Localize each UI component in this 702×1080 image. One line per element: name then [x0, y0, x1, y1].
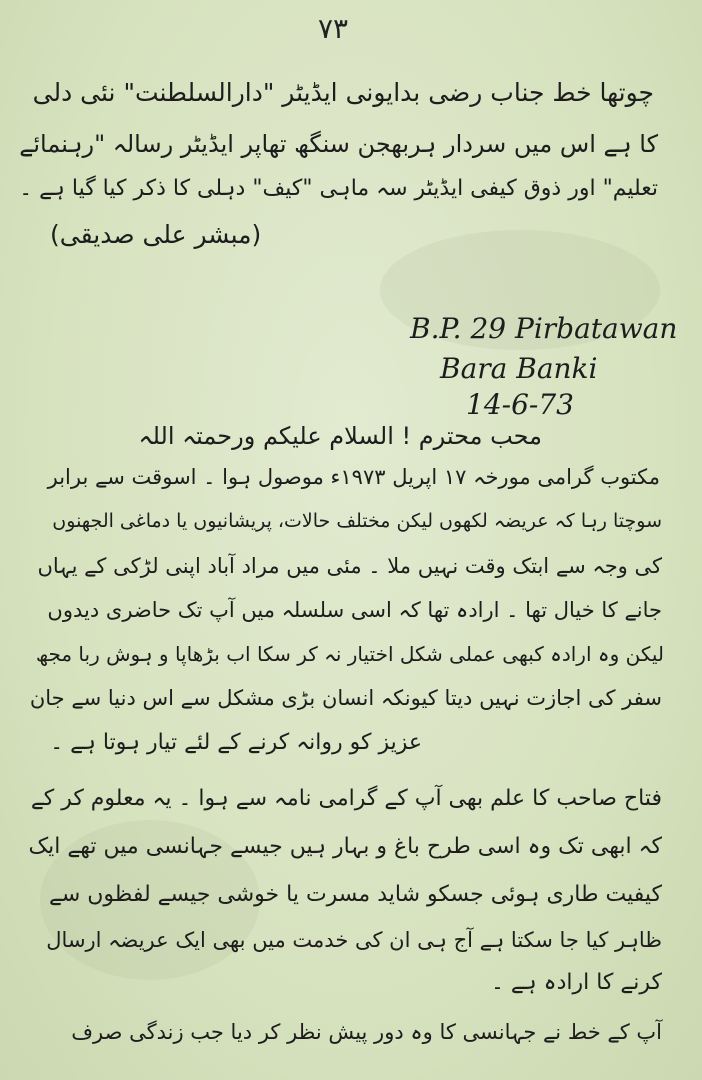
address-line: Bara Banki	[440, 352, 598, 385]
body-line: مکتوب گرامی مورخہ ۱۷ اپریل ۱۹۷۳ء موصول ہوا ۔ اسوقت سے برابر	[47, 465, 660, 489]
body-line: کرنے کا ارادہ ہے ۔	[491, 970, 662, 995]
body-line: عزیز کو روانہ کرنے کے لئے تیار ہوتا ہے ۔	[50, 730, 422, 755]
note-line: چوتھا خط جناب رضی بدایونی ایڈیٹر "دارالسلطنت" نئی دلی	[32, 78, 654, 107]
body-line: جانے کا خیال تھا ۔ ارادہ تھا کہ اسی سلسلہ میں آپ تک حاضری دیدوں	[47, 598, 662, 622]
note-line: تعلیم" اور ذوق کیفی ایڈیٹر سہ ماہی "کیف" دہلی کا ذکر کیا گیا ہے ۔	[19, 176, 658, 201]
body-line: آپ کے خط نے جہانسی کا وہ دور پیش نظر کر دیا جب زندگی صرف	[71, 1020, 662, 1044]
body-line: فتاح صاحب کا علم بھی آپ کے گرامی نامہ سے ہوا ۔ یہ معلوم کر کے	[30, 786, 662, 811]
body-line: سفر کی اجازت نہیں دیتا کیونکہ انسان بڑی مشکل سے اس دنیا سے جان	[29, 686, 662, 710]
body-line: کی وجہ سے ابتک وقت نہیں ملا ۔ مئی میں مراد آباد اپنی لڑکی کے یہاں	[37, 554, 662, 578]
note-signature: (مبشر علی صدیقی)	[50, 220, 262, 249]
body-line: کہ ابھی تک وہ اسی طرح باغ و بہار ہیں جیسے جہانسی میں تھے ایک	[28, 834, 662, 859]
page-number: ۷۳	[318, 12, 349, 45]
body-line: ظاہر کیا جا سکتا ہے آج ہی ان کی خدمت میں بھی ایک عریضہ ارسال	[46, 928, 662, 952]
salutation: محب محترم ! السلام علیکم ورحمتہ اللہ	[138, 422, 542, 450]
body-line: کیفیت طاری ہوئی جسکو شاید مسرت یا خوشی جیسے لفظوں سے	[48, 882, 662, 907]
note-line: کا ہے اس میں سردار ہربھجن سنگھ تھاپر ایڈیٹر رسالہ "رہنمائے	[19, 130, 658, 158]
body-line: سوچتا رہا کہ عریضہ لکھوں لیکن مختلف حالات، پریشانیوں یا دماغی الجھنوں	[52, 510, 662, 532]
address-line: B.P. 29 Pirbatawan	[410, 312, 678, 345]
body-line: لیکن وہ ارادہ کبھی عملی شکل اختیار نہ کر سکا اب بڑھاپا و ہوش ربا مجھ	[35, 642, 664, 666]
letter-date: 14-6-73	[466, 388, 574, 421]
